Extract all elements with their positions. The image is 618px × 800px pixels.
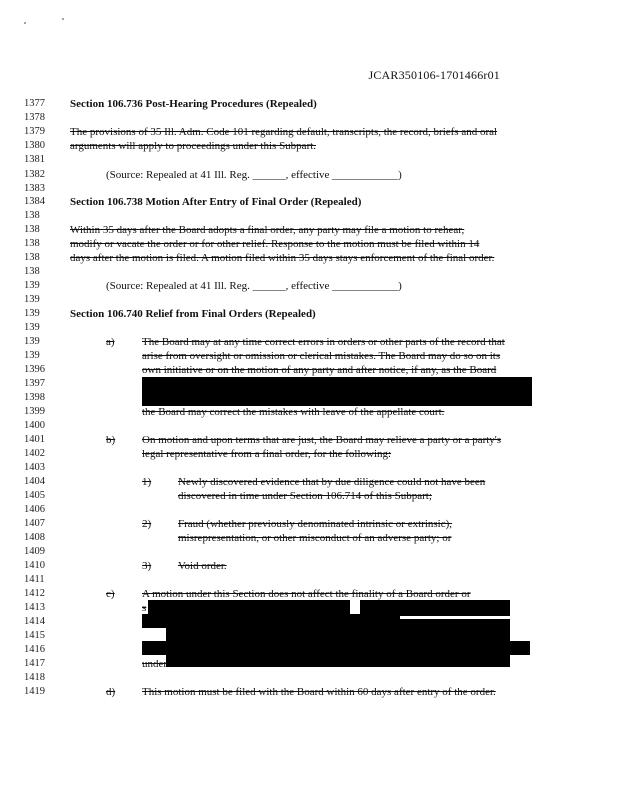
line-number: 1408 (24, 532, 45, 543)
line-1406 (0, 503, 618, 517)
line-1388 (0, 251, 618, 265)
line-number: 1414 (24, 616, 45, 627)
body-text: The Board may at any time correct errors in orders or other parts of the record that (142, 336, 505, 348)
line-number: 1383 (24, 183, 45, 194)
source-note: (Source: Repealed at 41 Ill. Reg. ______, effective ____________) (106, 280, 402, 292)
section-heading: Section 106.738 Motion After Entry of Final Order (Repealed) (70, 196, 362, 208)
line-1391 (0, 293, 618, 307)
line-1417 (0, 657, 618, 671)
line-1392 (0, 307, 618, 321)
line-number: 1401 (24, 434, 45, 445)
subsection-label: c) (106, 588, 115, 600)
line-number: 1411 (24, 574, 45, 585)
line-1418 (0, 671, 618, 685)
subsection-label: a) (106, 336, 115, 348)
line-number: 138 (24, 266, 40, 277)
line-number: 1403 (24, 462, 45, 473)
line-1378 (0, 111, 618, 125)
line-1377 (0, 97, 618, 111)
body-text: arise from oversight or omission or clerical mistakes. The Board may do so on its (142, 350, 501, 362)
body-text: modify or vacate the order or for other relief. Response to the motion must be filed within 14 (70, 238, 480, 250)
line-number: 1409 (24, 546, 45, 557)
line-1403 (0, 461, 618, 475)
line-1408 (0, 531, 618, 545)
document-id: JCAR350106-1701466r01 (368, 68, 500, 82)
line-number: 1380 (24, 140, 45, 151)
line-number: 139 (24, 294, 40, 305)
section-heading: Section 106.736 Post-Hearing Procedures (Repealed) (70, 98, 317, 110)
line-number: 139 (24, 350, 40, 361)
line-1387 (0, 237, 618, 251)
line-1400 (0, 419, 618, 433)
body-text: This motion must be filed with the Board within 60 days after entry of the order. (142, 686, 496, 698)
line-number: 1413 (24, 602, 45, 613)
line-number: 1410 (24, 560, 45, 571)
line-number: 138 (24, 224, 40, 235)
line-number: 1384 (24, 196, 45, 207)
line-1383 (0, 182, 618, 196)
line-1393 (0, 321, 618, 335)
line-1396 (0, 363, 618, 377)
body-text: Within 35 days after the Board adopts a final order, any party may file a motion to rehear, (70, 224, 465, 236)
body-text: under (142, 658, 168, 670)
body-text: The provisions of 35 Ill. Adm. Code 101 regarding default, transcripts, the record, briefs and oral (70, 126, 498, 138)
line-number: 1417 (24, 658, 45, 669)
line-number: 138 (24, 252, 40, 263)
body-text: days after the motion is filed. A motion filed within 35 days stays enforcement of the final order. (70, 252, 495, 264)
line-1409 (0, 545, 618, 559)
item-label: 3) (142, 560, 152, 572)
line-1395 (0, 349, 618, 363)
line-1405 (0, 489, 618, 503)
line-number: 1416 (24, 644, 45, 655)
line-number: 1382 (24, 169, 45, 180)
line-1407 (0, 517, 618, 531)
line-number: 1381 (24, 154, 45, 165)
line-number: 139 (24, 322, 40, 333)
line-1416 (0, 643, 618, 657)
body-text: A motion under this Section does not affect the finality of a Board order or (142, 588, 471, 600)
line-number: 1412 (24, 588, 45, 599)
line-1410 (0, 559, 618, 573)
line-1419 (0, 685, 618, 699)
line-1411 (0, 573, 618, 587)
line-number: 1396 (24, 364, 45, 375)
body-text: On motion and upon terms that are just, the Board may relieve a party or a party's (142, 434, 502, 446)
body-text: discovered in time under Section 106.714 of this Subpart; (178, 490, 432, 502)
line-number: 1397 (24, 378, 45, 389)
line-number: 1404 (24, 476, 45, 487)
body-text: Newly discovered evidence that by due diligence could not have been (178, 476, 486, 488)
body-text: misrepresentation, or other misconduct of an adverse party; or (178, 532, 452, 544)
line-1379 (0, 125, 618, 139)
line-number: 1419 (24, 686, 45, 697)
subsection-label: b) (106, 434, 116, 446)
line-1399 (0, 405, 618, 419)
line-number: 1407 (24, 518, 45, 529)
line-number: 1406 (24, 504, 45, 515)
body-text: legal representative from a final order, for the following: (142, 448, 392, 460)
line-number: 1400 (24, 420, 45, 431)
body-text: Fraud (whether previously denominated intrinsic or extrinsic), (178, 518, 453, 530)
body-text: arguments will apply to proceedings under this Subpart. (70, 140, 317, 152)
line-1381 (0, 153, 618, 167)
redaction-block (142, 377, 532, 406)
item-label: 1) (142, 476, 152, 488)
line-1386 (0, 223, 618, 237)
item-label: 2) (142, 518, 152, 530)
line-number: 1379 (24, 126, 45, 137)
line-number: 1405 (24, 490, 45, 501)
line-number: 139 (24, 336, 40, 347)
line-number: 1378 (24, 112, 45, 123)
line-1402 (0, 447, 618, 461)
line-number: 1415 (24, 630, 45, 641)
line-number: 1399 (24, 406, 45, 417)
line-1412 (0, 587, 618, 601)
body-text: s (142, 602, 147, 614)
body-text: Void order. (178, 560, 227, 572)
line-1385 (0, 209, 618, 223)
line-number: 138 (24, 210, 40, 221)
source-note: (Source: Repealed at 41 Ill. Reg. ______, effective ____________) (106, 169, 402, 181)
subsection-label: d) (106, 686, 116, 698)
section-heading: Section 106.740 Relief from Final Orders (Repealed) (70, 308, 316, 320)
line-number: 139 (24, 308, 40, 319)
line-number: 138 (24, 238, 40, 249)
line-1382 (0, 168, 618, 182)
line-number: 1377 (24, 98, 45, 109)
line-1389 (0, 265, 618, 279)
line-number: 1402 (24, 448, 45, 459)
line-1384 (0, 195, 618, 209)
line-number: 1398 (24, 392, 45, 403)
line-1390 (0, 279, 618, 293)
line-1394 (0, 335, 618, 349)
body-text: the Board may correct the mistakes with leave of the appellate court. (142, 406, 445, 418)
line-1401 (0, 433, 618, 447)
scan-speck (24, 22, 26, 24)
scan-speck (62, 18, 64, 20)
body-text: own initiative or on the motion of any party and after notice, if any, as the Board (142, 364, 497, 376)
line-number: 139 (24, 280, 40, 291)
line-1380 (0, 139, 618, 153)
line-number: 1418 (24, 672, 45, 683)
line-1404 (0, 475, 618, 489)
